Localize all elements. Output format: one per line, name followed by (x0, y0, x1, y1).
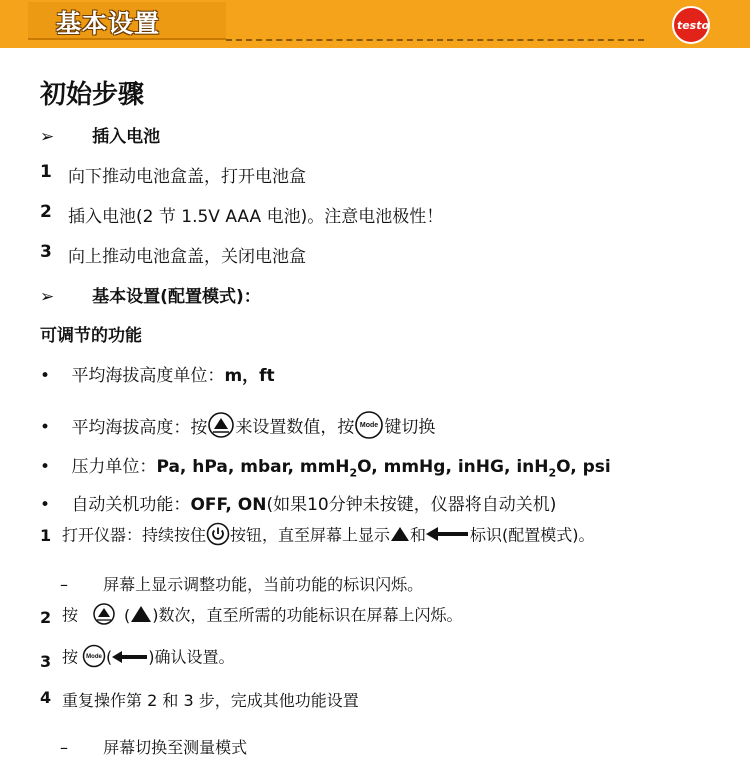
step-text: 和 (410, 525, 427, 545)
bullet-dot: • (40, 417, 51, 438)
up-triangle-icon (130, 604, 152, 628)
up-button-icon (207, 411, 235, 444)
step-text: 按 (62, 647, 79, 667)
note-measure-mode (60, 735, 247, 758)
step-number: 2 (40, 202, 52, 222)
step-number: 2 (40, 608, 52, 627)
bullet-dot: • (40, 457, 51, 477)
bullet-altitude (40, 410, 435, 445)
svg-text:Mode: Mode (86, 654, 102, 660)
bullet-value: Pa, hPa, mbar, mmH$_2$O, mmHg, inHG, inH$_2$O, psi (156, 457, 611, 480)
bullet-label: 压力单位： (71, 457, 157, 477)
step-number: 1 (40, 526, 52, 545)
testo-logo (672, 6, 710, 44)
mode-button-icon (82, 644, 106, 672)
step-press-up (62, 602, 463, 630)
section-insert-battery (40, 122, 160, 147)
enter-arrow-icon (426, 526, 470, 546)
step-text: )数次，直至所需的功能标识在屏幕上闪烁。 (152, 605, 463, 625)
step-text: 标识(配置模式)。 (470, 525, 595, 545)
section-marker: ➢ (40, 127, 55, 147)
step-text: 按钮，直至屏幕上显示 (230, 525, 391, 545)
bullet-label: 自动关机功能： (71, 495, 191, 515)
header-divider (226, 39, 644, 41)
step-text: 向上推动电池盒盖，关闭电池盒 (68, 247, 306, 267)
bullet-text: 来设置数值，按 (235, 417, 355, 438)
note-dash: – (60, 738, 68, 757)
step-number: 4 (40, 688, 52, 707)
logo-text: testo (676, 19, 710, 32)
header-title: 基本设置 (56, 9, 161, 38)
functions-title: 可调节的功能 (40, 326, 142, 346)
step-text: 重复操作第 2 和 3 步，完成其他功能设置 (62, 691, 359, 710)
note-flash (60, 572, 423, 595)
bullet-auto-off (40, 490, 556, 515)
step-text: 打开仪器：持续按住 (62, 525, 207, 545)
header-bar (0, 0, 750, 48)
step-number: 3 (40, 652, 52, 671)
svg-text:Mode: Mode (360, 422, 379, 429)
bullet-pressure-unit (40, 452, 611, 479)
step-power-on (62, 522, 595, 550)
step-text: )确认设置。 (148, 647, 235, 667)
bullet-value: OFF, ON (190, 495, 267, 515)
up-button-icon (92, 602, 116, 630)
page-heading: 初始步骤 (40, 80, 145, 110)
step-text: ( (124, 605, 131, 625)
note-dash: – (60, 575, 68, 594)
enter-arrow-icon (112, 649, 148, 668)
up-triangle-icon (390, 525, 410, 547)
step-text: 按 (62, 605, 79, 625)
section-title: 基本设置(配置模式)： (92, 287, 261, 307)
bullet-text: (如果10分钟未按键，仪器将自动关机) (266, 495, 557, 515)
step-text: 插入电池(2 节 1.5V AAA 电池)。注意电池极性！ (68, 207, 444, 227)
bullet-dot: • (40, 495, 51, 515)
step-number: 3 (40, 242, 52, 262)
step-text: 向下推动电池盒盖，打开电池盒 (68, 167, 306, 187)
bullet-label: 平均海拔高度单位： (71, 366, 225, 386)
power-button-icon (206, 522, 230, 550)
section-marker: ➢ (40, 287, 55, 307)
note-text: 屏幕上显示调整功能，当前功能的标识闪烁。 (103, 575, 424, 594)
bullet-label: 平均海拔高度：按 (71, 417, 208, 438)
bullet-value: m，ft (224, 366, 275, 386)
mode-button-icon (354, 410, 384, 445)
section-basic-settings (40, 282, 261, 307)
bullet-altitude-unit (40, 361, 275, 386)
step-text: ( (106, 647, 113, 667)
note-text: 屏幕切换至测量模式 (103, 738, 248, 757)
step-number: 1 (40, 162, 52, 182)
bullet-dot: • (40, 366, 51, 386)
step-confirm (62, 644, 235, 672)
section-title: 插入电池 (92, 127, 161, 147)
bullet-text: 键切换 (384, 417, 436, 438)
